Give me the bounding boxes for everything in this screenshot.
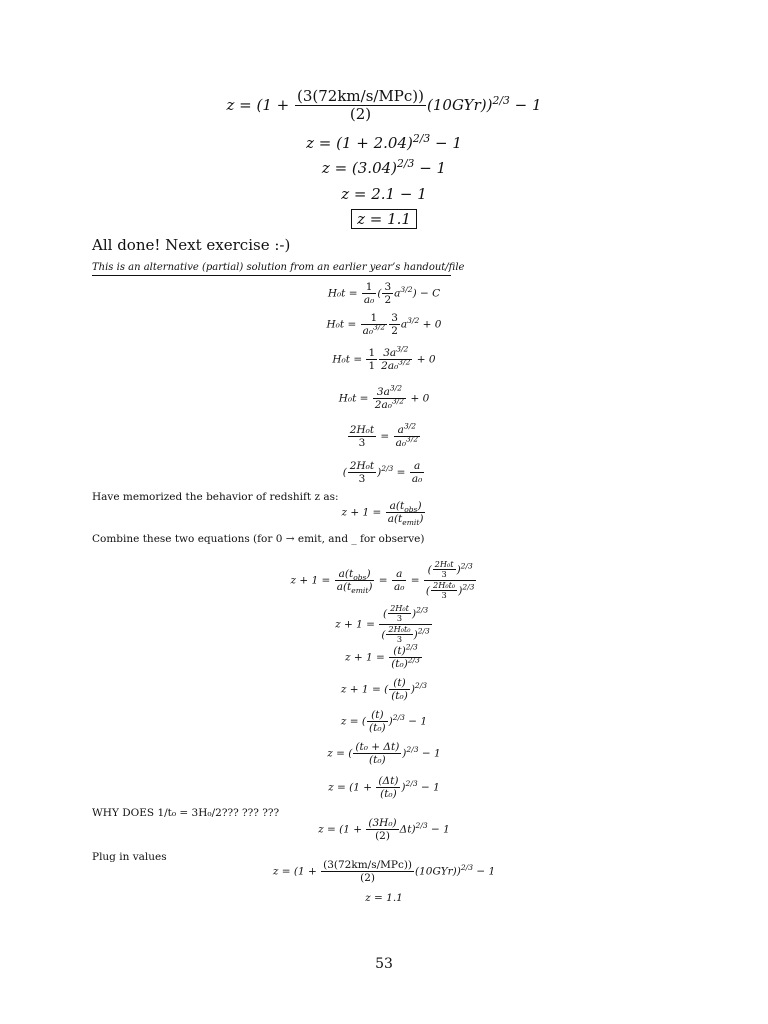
equation-z-substitution: z = (1 + $\frac{\text{(3(72km/s/MPc))}}{(2)}$ (10GYr))$^{2/3}$ − 1 <box>226 87 542 124</box>
combine-equation-4: z + 1 = ( $\frac{(t)}{\text{(t₀)}}$ )$^{2/3}$ <box>340 677 428 703</box>
plug-in-equation: z = (1 + $\frac{\text{(3(72km/s/MPc))}}{(2)}$ (10GYr))$^{2/3}$ − 1 <box>272 859 496 885</box>
page-number: 53 <box>375 956 393 972</box>
combine-equation-5: z = ( $\frac{(t)}{\text{(t₀)}}$ )$^{2/3}$ − 1 <box>340 709 428 735</box>
combine-equation-3: z + 1 = $\frac{(t)^{2/3}}{(t_0)^{2/3}}$ <box>345 642 420 671</box>
combine-equation-1: z + 1 = $\frac{a(t_{obs})}{a(t_{emit})}$ = $\frac{a}{\text{a₀}}$ = ( $\frac{\text{2H₀t}}{3}$ )$^{2/3}$ ( $\frac{\text{2H₀t₀}}{3}$ )$^{2/3}$ <box>290 559 475 601</box>
done-heading: All done! Next exercise :-) <box>92 236 291 254</box>
final-result-equation: z = 1.1 <box>365 892 403 904</box>
alt-equation-6: ( $\frac{\text{2H₀t}}{3}$ )$^{2/3}$ = $\frac{a}{\text{a₀}}$ <box>342 460 423 486</box>
alternative-solution-note: This is an alternative (partial) solution from an earlier year’s handout/file <box>92 262 451 276</box>
redshift-intro-text: Have memorized the behavior of redshift z as: <box>92 491 339 503</box>
alt-equation-3: H₀t = $\frac{1}{1}$ $\frac{3a^{3/2}}{2a_0^{3/2}}$ + 0 <box>332 344 436 373</box>
alt-equation-4: H₀t = $\frac{3a^{3/2}}{2a_0^{3/2}}$ + 0 <box>338 383 430 412</box>
equation-z-result-boxed: z = 1.1 <box>0 210 768 228</box>
alt-equation-1: H₀t = $\frac{1}{\text{a₀}}$ ( $\frac{3}{2}$ $a^{3/2}) - C$ <box>327 281 441 307</box>
combine-intro-text: Combine these two equations (for 0 → emit, and _ for observe) <box>92 533 425 545</box>
plug-in-text: Plug in values <box>92 851 167 863</box>
combine-equation-7: z = (1 + $\frac{(\Delta t)}{\text{(t₀)}}$ )$^{2/3}$ − 1 <box>328 775 440 801</box>
combine-equation-2: z + 1 = ( $\frac{\text{2H₀t}}{3}$ )$^{2/3}$ ( $\frac{\text{2H₀t₀}}{3}$ )$^{2/3}$ <box>335 603 430 645</box>
equation-z-step3: $z = (3.04)^{2/3} - 1$ <box>321 157 447 177</box>
alt-equation-2: H₀t = $\frac{1}{a_0^{3/2}}$ $\frac{3}{2}$ $a^{3/2} + 0$ <box>326 312 442 338</box>
why-equation: z = (1 + $\frac{\text{(3H₀)}}{(2)}$ Δt)$^{2/3}$ − 1 <box>318 817 450 843</box>
equation-z-step2: $z = (1 + 2.04)^{2/3} - 1$ <box>306 132 462 152</box>
equation-z-step4: z = 2.1 − 1 <box>341 185 427 203</box>
redshift-equation: z + 1 = $\frac{a(t_{obs})}{a(t_{emit})}$ <box>341 500 424 528</box>
why-question-text: WHY DOES 1/t₀ = 3H₀/2??? ??? ??? <box>92 807 280 819</box>
alt-equation-5: $\frac{\text{2H₀t}}{3}$ = $\frac{a^{3/2}}{a_0^{3/2}}$ <box>349 421 419 450</box>
combine-equation-6: z = ( $\frac{\text{(t₀ + Δt)}}{\text{(t₀)}}$ )$^{2/3}$ − 1 <box>327 741 441 767</box>
